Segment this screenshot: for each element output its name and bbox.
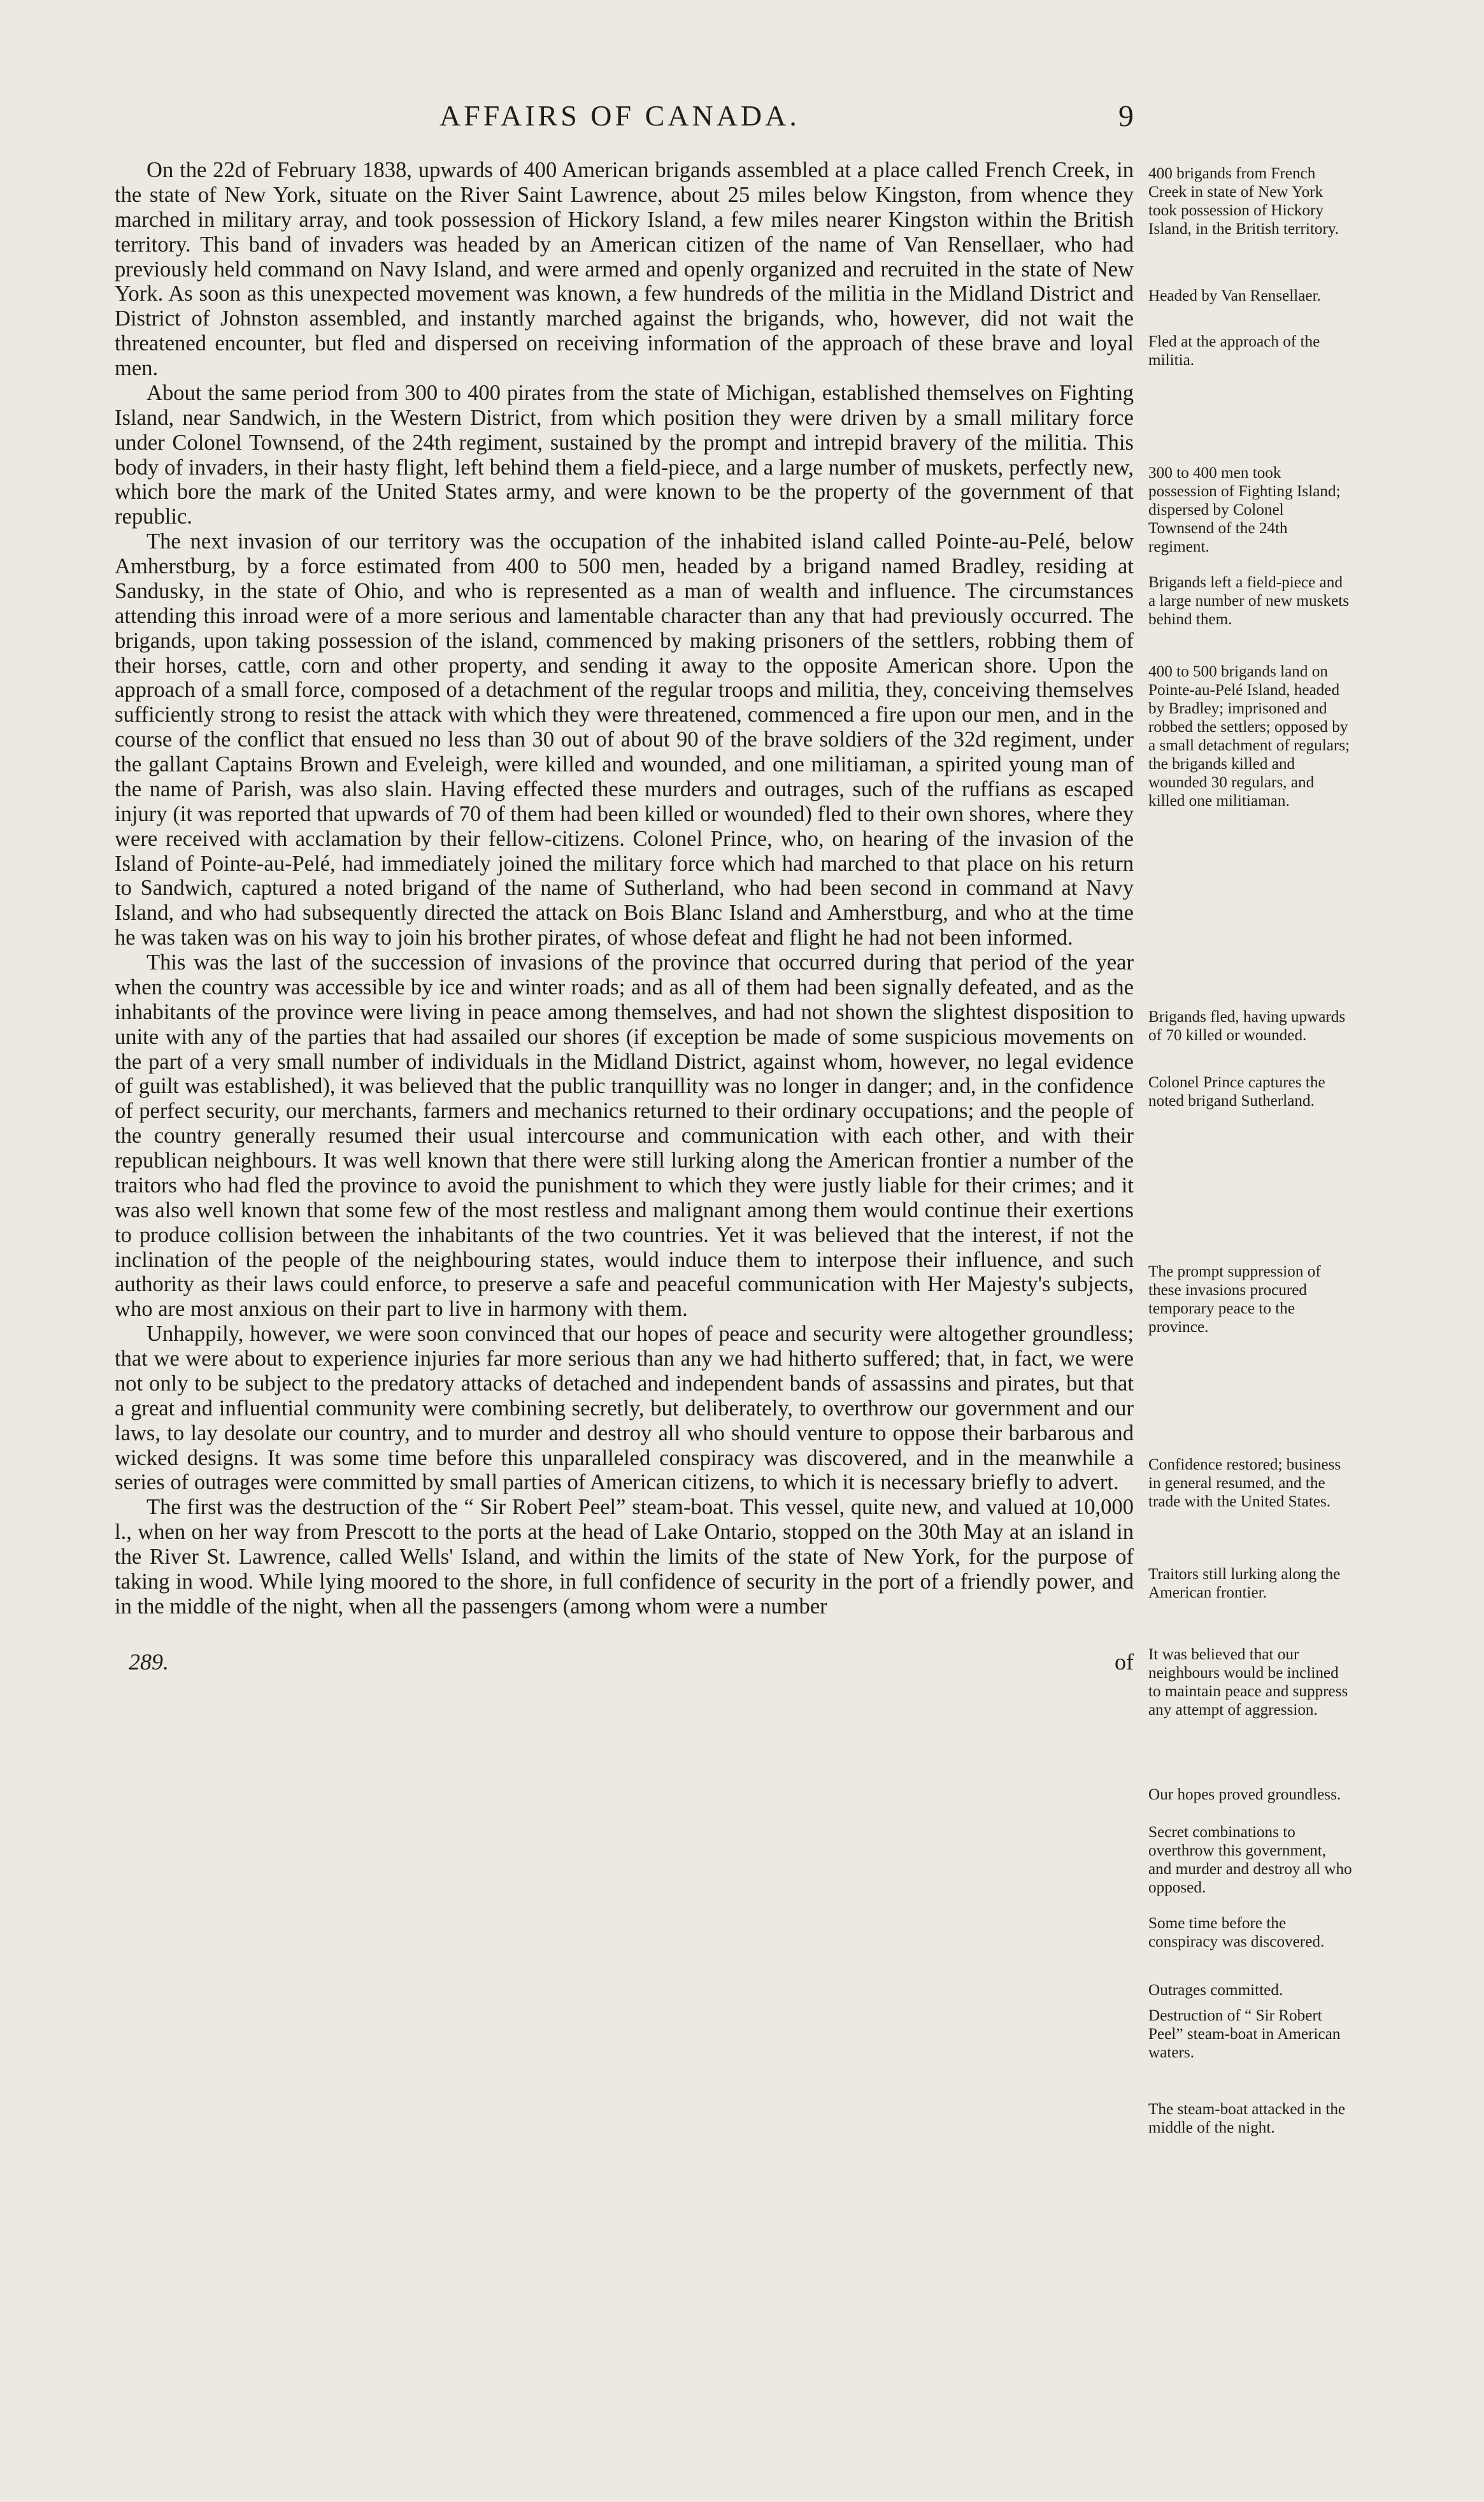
margin-note: Destruction of “ Sir Robert Peel” steam-boat in American waters.	[1148, 2007, 1341, 2061]
margin-note: It was believed that our neighbours would be inclined to maintain peace and suppress any attempt of aggression.	[1148, 1646, 1348, 1719]
paragraph-last-invasion: This was the last of the succession of invasions of the province that occurred during that period of the year when the country was accessible by ice and winter roads; and as all of them had been signally defeated, and as the inhabitants of the province were living in peace among themselves, and had not shown the slightest disposition to unite with any of the parties that had assailed our shores (if exception be made of some suspicious movements on the part of a very small number of individuals in the Midland District, against whom, however, no legal evidence of guilt was established), it was believed that the public tranquillity was no longer in danger; and, in the confidence of perfect security, our merchants, farmers and mechanics returned to their ordinary occupations; and the people of the country generally resumed their usual intercourse and communication with each other, and with their republican neighbours. It was well known that there were still lurking along the American frontier a number of the traitors who had fled the province to avoid the punishment to which they were justly liable for their crimes; and it was also well known that some few of the most restless and malignant among them would continue their exertions to produce collision between the inhabitants of the two countries. Yet it was believed that the interest, if not the inclination of the people of the neighbouring states, would induce them to interpose their influence, and such authority as their laws could enforce, to preserve a safe and peaceful communication with Her Majesty's subjects, who are most anxious on their part to live in harmony with them.	[115, 950, 1134, 1322]
margin-note: Brigands left a field-piece and a large number of new muskets behind them.	[1148, 574, 1349, 628]
margin-note: Traitors still lurking along the American frontier.	[1148, 1566, 1341, 1601]
margin-note: Some time before the conspiracy was discovered.	[1148, 1915, 1325, 1950]
margin-note: Confidence restored; business in general resumed, and the trade with the United States.	[1148, 1456, 1341, 1510]
margin-note: Fled at the approach of the militia.	[1148, 333, 1320, 369]
margin-note: The prompt suppression of these invasions procured temporary peace to the province.	[1148, 1263, 1321, 1336]
margin-note: Secret combinations to overthrow this government, and murder and destroy all who opposed.	[1148, 1824, 1352, 1896]
margin-note: Brigands fled, having upwards of 70 killed or wounded.	[1148, 1008, 1346, 1044]
margin-note: Headed by Van Rensellaer.	[1148, 287, 1321, 304]
margin-note: Our hopes proved groundless.	[1148, 1786, 1341, 1803]
margin-note: 400 brigands from French Creek in state of New York took possession of Hickory Island, in the British territory.	[1148, 165, 1339, 238]
paragraph-fighting-island: About the same period from 300 to 400 pirates from the state of Michigan, established themselves on Fighting Island, near Sandwich, in the Western District, from which position they were driven by a small military force under Colonel Townsend, of the 24th regiment, sustained by the prompt and intrepid bravery of the militia. This body of invaders, in their hasty flight, left behind them a field-piece, and a large number of muskets, perfectly new, which bore the mark of the United States army, and were known to be the property of the government of that republic.	[115, 380, 1134, 529]
paragraph-conspiracy: Unhappily, however, we were soon convinced that our hopes of peace and security were altogether groundless; that we were about to experience injuries far more serious than any we had hitherto suffered; that, in fact, we were not only to be subject to the predatory attacks of detached and independent bands of assassins and pirates, but that a great and influential community were combining secretly, but deliberately, to overthrow our government and our laws, to lay desolate our country, and to murder and destroy all who should venture to oppose their barbarous and wicked designs. It was some time before this unparalleled conspiracy was discovered, and in the meanwhile a series of outrages were committed by small parties of American citizens, to which it is necessary briefly to advert.	[115, 1322, 1134, 1495]
margin-note: The steam-boat attacked in the middle of the night.	[1148, 2101, 1346, 2136]
margin-note: 400 to 500 brigands land on Pointe-au-Pelé Island, headed by Bradley; imprisoned and robbed the settlers; opposed by a small detachment of regulars; the brigands killed and wounded 30 regulars, and killed one militiaman.	[1148, 663, 1350, 810]
page-number: 9	[1118, 99, 1134, 133]
margin-note: Outrages committed.	[1148, 1982, 1283, 1999]
margin-note: 300 to 400 men took possession of Fighting Island; dispersed by Colonel Townsend of the 24th regiment.	[1148, 464, 1341, 555]
paragraph-french-creek: On the 22d of February 1838, upwards of 400 American brigands assembled at a place called French Creek, in the state of New York, situate on the River Saint Lawrence, about 25 miles below Kingston, from whence they marched in military array, and took possession of Hickory Island, a few miles nearer Kingston within the British territory. This band of invaders was headed by an American citizen of the name of Van Rensellaer, who had previously held command on Navy Island, and were armed and openly organized and recruited in the state of New York. As soon as this unexpected movement was known, a few hundreds of the militia in the Midland District and District of Johnston assembled, and instantly marched against the brigands, who, however, did not wait the threatened encounter, but fled and dispersed on receiving information of the approach of these brave and loyal men.	[115, 158, 1134, 380]
paragraph-pointe-au-pele: The next invasion of our territory was the occupation of the inhabited island called Pointe-au-Pelé, below Amherstburg, by a force estimated from 400 to 500 men, headed by a brigand named Bradley, residing at Sandusky, in the state of Ohio, and who is represented as a man of wealth and influence. The circumstances attending this inroad were of a more serious and lamentable character than any that had previously occurred. The brigands, upon taking possession of the island, commenced by making prisoners of the settlers, robbing them of their horses, cattle, corn and other property, and sending it away to the opposite American shore. Upon the approach of a small force, composed of a detachment of the regular troops and militia, they, conceiving themselves sufficiently strong to resist the attack with which they were threatened, commenced a fire upon our men, and in the course of the conflict that ensued no less than 30 out of about 90 of the brave soldiers of the 32d regiment, under the gallant Captains Brown and Eveleigh, were killed and wounded, and one militiaman, a spirited young man of the name of Parish, was also slain. Having effected these murders and outrages, such of the ruffians as escaped injury (it was reported that upwards of 70 of them had been killed or wounded) fled to their own shores, where they were received with acclamation by their fellow-citizens. Colonel Prince, who, on hearing of the invasion of the Island of Pointe-au-Pelé, had immediately joined the military force which had marched to that place on his return to Sandwich, captured a noted brigand of the name of Sutherland, who had been second in command at Navy Island, and who had subsequently directed the attack on Bois Blanc Island and Amherstburg, and who at the time he was taken was on his way to join his brother pirates, of whose defeat and flight he had not been informed.	[115, 529, 1134, 950]
catchword: of	[1115, 1649, 1134, 1675]
page-footer	[115, 1648, 1134, 1676]
running-header	[115, 99, 1134, 143]
margin-note: Colonel Prince captures the noted brigand Sutherland.	[1148, 1074, 1325, 1110]
signature-mark: 289.	[129, 1649, 169, 1675]
running-title: AFFAIRS OF CANADA.	[439, 99, 800, 132]
main-text-column	[115, 158, 1134, 1619]
paragraph-sir-robert-peel: The first was the destruction of the “ Sir Robert Peel” steam-boat. This vessel, quite new, and valued at 10,000 l., when on her way from Prescott to the ports at the head of Lake Ontario, stopped on the 30th May at an island in the River St. Lawrence, called Wells' Island, and within the limits of the state of New York, for the purpose of taking in wood. While lying moored to the shore, in full confidence of security in the port of a friendly power, and in the middle of the night, when all the passengers (among whom were a number	[115, 1495, 1134, 1619]
